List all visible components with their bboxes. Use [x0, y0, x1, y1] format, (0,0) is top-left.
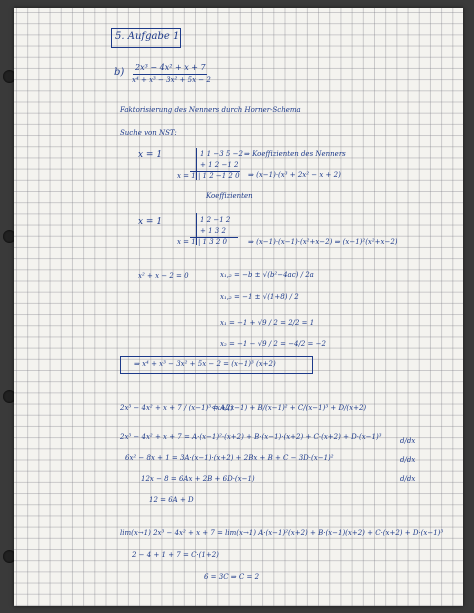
section-heading: Faktorisierung des Nenners durch Horner-Schema — [120, 106, 301, 114]
expansion-line3: 12x − 8 = 6Ax + 2B + 6D·(x−1) — [141, 475, 255, 483]
boxed-result: ⇒ x⁴ + x³ − 3x² + 5x − 2 = (x−1)³ (x+2) — [134, 360, 276, 368]
quadratic-equation: x² + x − 2 = 0 — [138, 272, 189, 280]
limit-line2: 2 − 4 + 1 + 7 = C·(1+2) — [132, 551, 219, 559]
section-subheading: Suche von NST: — [120, 129, 177, 137]
expansion-line1: 2x³ − 4x² + x + 7 = A·(x−1)²·(x+2) + B·(x−1)·(x+2) + C·(x+2) + D·(x−1)³ — [120, 433, 382, 441]
quadratic-substitution: x₁,₂ = −1 ± √(1+8) / 2 — [220, 293, 299, 301]
horner1-row1: 1 1 −3 5 −2 — [200, 150, 243, 158]
part-label: b) — [114, 67, 125, 78]
expansion-line2: 6x² − 8x + 1 = 3A·(x−1)·(x+2) + 2Bx + B + C − 3D·(x−1)² — [125, 454, 334, 462]
partial-fraction-rhs: = A/(x−1) + B/(x−1)² + C/(x−1)³ + D/(x+2) — [212, 404, 367, 412]
quadratic-x2: x₂ = −1 − √9 / 2 = −4/2 = −2 — [220, 340, 326, 348]
quadratic-formula: x₁,₂ = −b ± √(b²−4ac) / 2a — [220, 271, 314, 279]
horner1-brace-note: Koeffizienten — [206, 192, 253, 200]
horner2-row1: 1 2 −1 2 — [200, 216, 231, 224]
horner2-row3: x = 1 | 1 3 2 0 — [177, 238, 228, 246]
page-title: 5. Aufgabe 1 — [115, 31, 180, 42]
horner1-x-label: x = 1 — [138, 150, 163, 160]
quadratic-x1: x₁ = −1 + √9 / 2 = 2/2 = 1 — [220, 319, 315, 327]
horner1-row2: + 1 2 −1 2 — [200, 161, 239, 169]
side-note-3: d/dx — [400, 475, 416, 483]
notebook-page — [14, 8, 463, 606]
expansion-line4: 12 = 6A + D — [149, 496, 194, 504]
limit-line1: lim(x→1) 2x³ − 4x² + x + 7 = lim(x→1) A·(x−1)²(x+2) + B·(x−1)(x+2) + C·(x+2) + D·(x−1)³ — [120, 529, 444, 537]
partial-fraction-lhs: 2x³ − 4x² + x + 7 / (x−1)³·(x+2) — [120, 404, 234, 412]
fraction-bar — [133, 74, 207, 75]
horner1-row1-note: ⇒ Koeffizienten des Nenners — [244, 150, 346, 158]
fraction-denominator: x⁴ + x³ − 3x² + 5x − 2 — [132, 76, 211, 84]
horner2-row2: + 1 3 2 — [200, 227, 226, 235]
limit-line3: 6 = 3C ⇒ C = 2 — [204, 573, 260, 581]
horner2-x-label: x = 1 — [138, 217, 163, 227]
side-note-2: d/dx — [400, 456, 416, 464]
horner1-result: ⇒ (x−1)·(x³ + 2x² − x + 2) — [248, 171, 341, 179]
side-note-1: d/dx — [400, 437, 416, 445]
fraction-numerator: 2x³ − 4x² + x + 7 — [135, 63, 206, 72]
horner2-result: ⇒ (x−1)·(x−1)·(x²+x−2) ⇒ (x−1)²(x²+x−2) — [248, 238, 398, 246]
horner1-row3: x = 1 | 1 2 −1 2 0 — [177, 172, 240, 180]
